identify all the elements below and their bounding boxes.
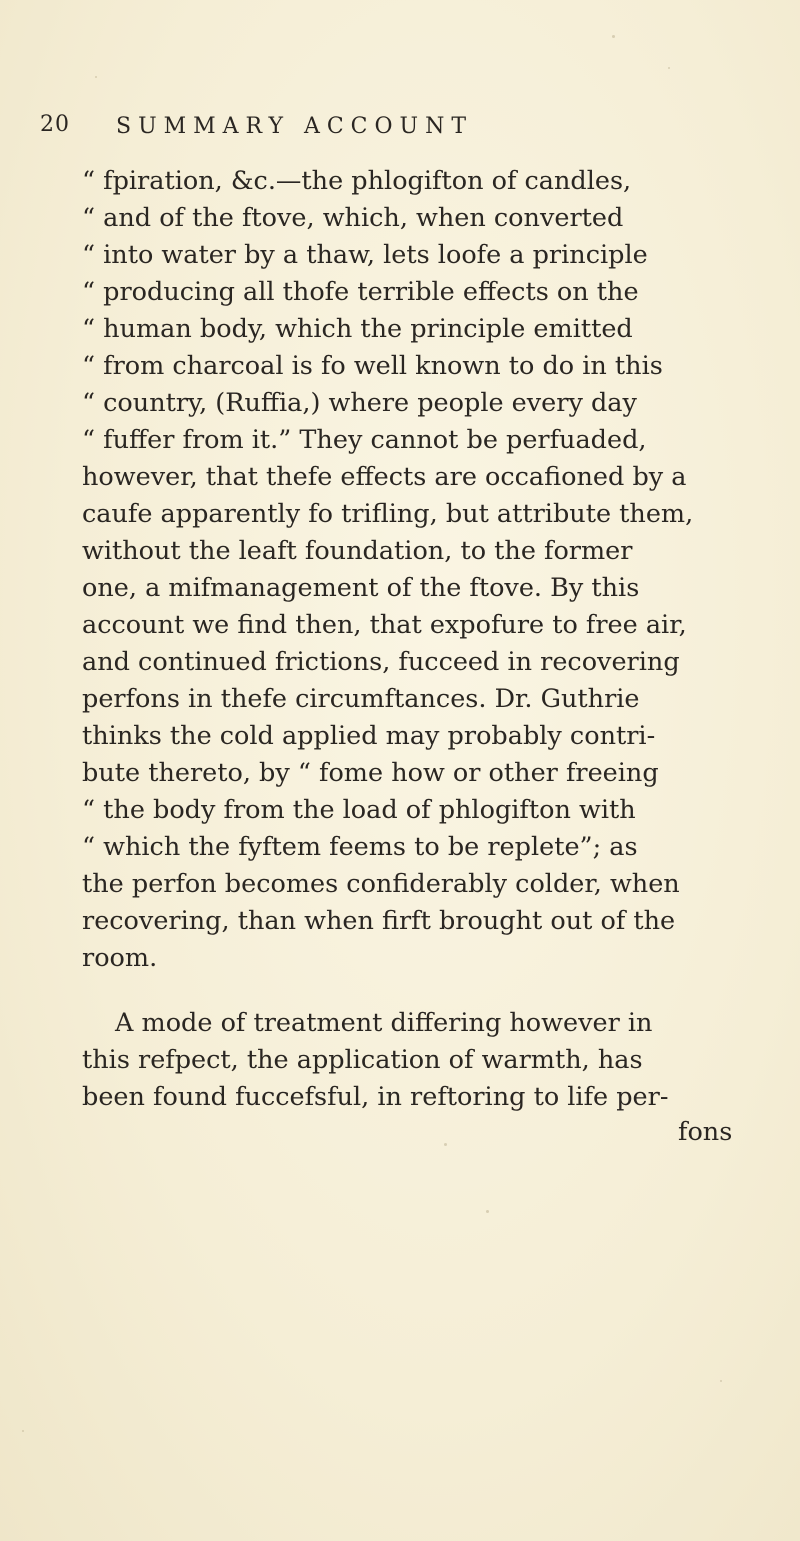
- text-line: and continued frictions, fucceed in recovering: [82, 647, 680, 677]
- paper-speck: [22, 1430, 24, 1432]
- text-line: “ which the fyftem feems to be replete”; as: [82, 832, 638, 862]
- text-line: “ country, (Ruffia,) where people every day: [82, 388, 637, 418]
- text-line: thinks the cold applied may probably contri-: [82, 721, 656, 751]
- text-line: perfons in thefe circumftances. Dr. Guthrie: [82, 684, 640, 714]
- text-line: room.: [82, 943, 158, 973]
- text-line: “ from charcoal is fo well known to do in this: [82, 351, 663, 381]
- text-line: without the leaft foundation, to the former: [82, 536, 633, 566]
- running-title: SUMMARY ACCOUNT: [116, 114, 474, 139]
- text-line: caufe apparently fo trifling, but attribute them,: [82, 499, 694, 529]
- text-line: “ human body, which the principle emitted: [82, 314, 633, 344]
- catchword: fons: [678, 1117, 733, 1147]
- paper-speck: [668, 67, 670, 69]
- text-line: “ producing all thofe terrible effects on the: [82, 277, 639, 307]
- text-line: “ fuffer from it.” They cannot be perfuaded,: [82, 425, 647, 455]
- text-line: “ fpiration, &c.—the phlogifton of candles,: [82, 166, 632, 196]
- text-line: this refpect, the application of warmth, has: [82, 1045, 643, 1075]
- text-line: bute thereto, by “ fome how or other freeing: [82, 758, 659, 788]
- paper-speck: [612, 35, 615, 38]
- text-line: the perfon becomes confiderably colder, when: [82, 869, 680, 899]
- page-header: [40, 112, 760, 152]
- text-line: account we find then, that expofure to free air,: [82, 610, 687, 640]
- text-line: “ and of the ftove, which, when converted: [82, 203, 624, 233]
- text-line: been found fuccefsful, in reftoring to life per-: [82, 1082, 669, 1112]
- text-line: “ the body from the load of phlogifton with: [82, 795, 636, 825]
- text-line: however, that thefe effects are occafioned by a: [82, 462, 687, 492]
- page-number: 20: [40, 112, 70, 137]
- text-line: “ into water by a thaw, lets loofe a principle: [82, 240, 648, 270]
- text-line: A mode of treatment differing however in: [115, 1008, 653, 1038]
- paper-speck: [486, 1210, 489, 1213]
- paper-speck: [720, 1380, 722, 1382]
- text-line: recovering, than when firft brought out of the: [82, 906, 676, 936]
- paper-speck: [95, 76, 97, 78]
- text-line: one, a mifmanagement of the ftove. By this: [82, 573, 640, 603]
- paper-speck: [444, 1143, 447, 1146]
